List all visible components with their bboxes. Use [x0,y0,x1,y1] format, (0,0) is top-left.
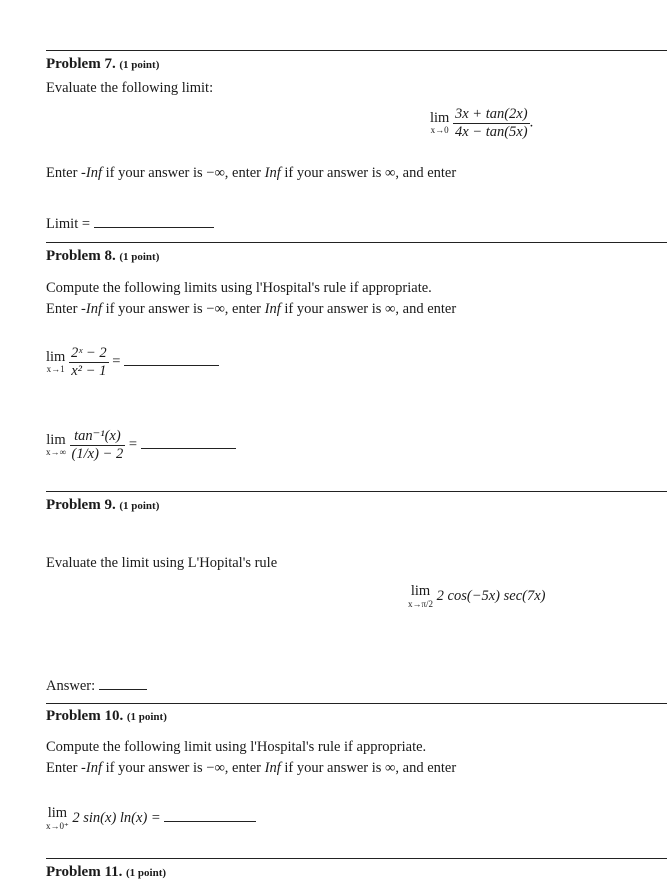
problem-8-instruction: Compute the following limits using l'Hospital's rule if appropriate. [46,280,432,296]
problem-title: Problem 7. [46,56,116,72]
divider-problem-11 [46,858,667,859]
problem-8-limit-1: lim x→1 $\frac{\text{2ˣ − 2}}{\text{x² − 1}}$ = [46,345,219,379]
answer-label: Limit = [46,216,91,232]
problem-9-header [46,497,159,514]
problem-title: Problem 10. [46,708,124,724]
divider-problem-10 [46,703,667,704]
problem-7-answer-row [46,216,214,233]
answer-label: Answer: [46,678,96,694]
divider-problem-8 [46,242,667,243]
limit-operator: lim x→∞ [46,431,66,458]
answer-input-blank[interactable] [94,227,214,228]
limit-operator: lim x→0 [430,109,450,136]
problem-9-limit-expression: lim x→π/2 2 cos(−5x) sec(7x) [408,583,546,609]
problem-points: (1 point) [119,251,160,263]
answer-input-blank[interactable] [99,689,147,690]
divider-problem-9 [46,491,667,492]
problem-7-limit-expression: lim x→0 $\frac{3x + \tan(2x)}{4x - \tan(5x)}$ . [430,106,534,140]
problem-11-header [46,864,166,881]
limit-operator: lim x→1 [46,348,66,375]
problem-10-limit-expression: lim x→0⁺ 2 sin(x) ln(x) = [46,806,256,831]
problem-9-instruction: Evaluate the limit using L'Hopital's rule [46,555,278,571]
problem-7-instruction: Evaluate the following limit: [46,80,214,96]
problem-title: Problem 9. [46,497,116,513]
problem-10-instruction: Compute the following limit using l'Hospital's rule if appropriate. [46,739,427,755]
answer-input-blank[interactable] [124,365,219,366]
problem-10-header [46,708,167,725]
limit-fraction: $\frac{\text{2ˣ − 2}}{\text{x² − 1}}$ [70,345,107,379]
limit-operator: lim x→0⁺ [46,805,69,831]
problem-9-answer-row [46,678,147,695]
problem-7-enter-note: Enter -Inf if your answer is −∞, enter Inf if your answer is ∞, and enter [46,165,457,181]
problem-10-enter-note: Enter -Inf if your answer is −∞, enter Inf if your answer is ∞, and enter [46,760,457,776]
answer-input-blank[interactable] [141,448,236,449]
answer-input-blank[interactable] [164,821,256,822]
problem-points: (1 point) [119,59,160,71]
problem-8-enter-note: Enter -Inf if your answer is −∞, enter Inf if your answer is ∞, and enter [46,301,457,317]
problem-title: Problem 11. [46,864,123,880]
divider-problem-7 [46,50,667,51]
problem-points: (1 point) [126,867,167,879]
problem-points: (1 point) [119,500,160,512]
problem-7-header [46,56,159,73]
problem-8-header [46,248,159,265]
problem-points: (1 point) [126,711,167,723]
problem-title: Problem 8. [46,248,116,264]
limit-operator: lim x→π/2 [408,583,434,609]
limit-fraction: $\frac{3x + \tan(2x)}{4x - \tan(5x)}$ [454,106,528,140]
limit-fraction: $\frac{\text{tan⁻¹(x)}}{(1/x) - 2}$ [71,428,124,462]
problem-8-limit-2: lim x→∞ $\frac{\text{tan⁻¹(x)}}{(1/x) - 2}$ = [46,428,236,462]
